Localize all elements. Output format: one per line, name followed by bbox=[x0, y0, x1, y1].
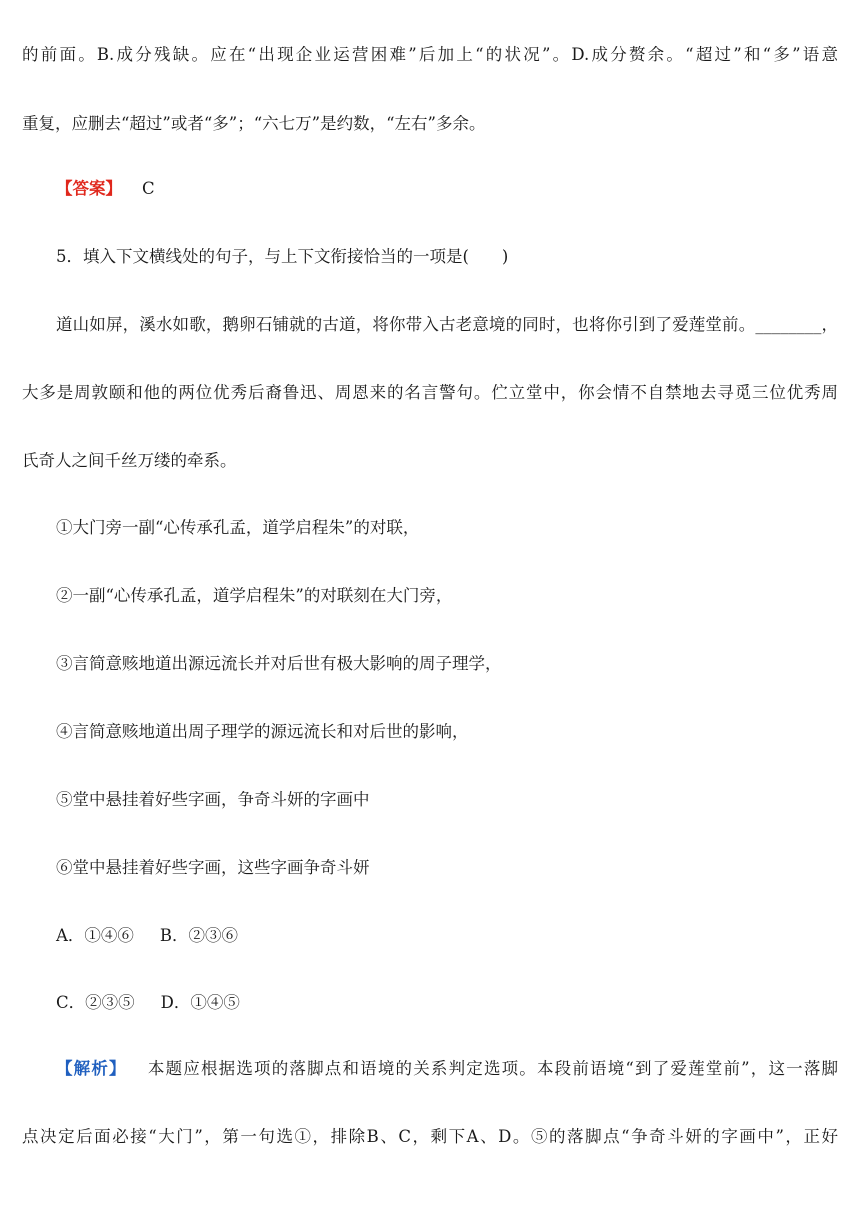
options-row-1 bbox=[56, 924, 838, 948]
sentence-item-2: ②一副“心传承孔孟，道学启程朱”的对联刻在大门旁， bbox=[56, 586, 453, 605]
prev-explanation-line-1: 的前面。B.成分残缺。应在“出现企业运营困难”后加上“的状况”。D.成分赘余。“超过”和“多”语意 bbox=[22, 45, 838, 64]
prev-explanation-line-2: 重复，应删去“超过”或者“多”；“六七万”是约数，“左右”多余。 bbox=[22, 114, 486, 133]
option-c: C．②③⑤ bbox=[56, 993, 135, 1012]
question-stem: 5．填入下文横线处的句子，与上下文衔接恰当的一项是( ) bbox=[56, 247, 509, 266]
analysis-text-1: 本题应根据选项的落脚点和语境的关系判定选项。本段前语境“到了爱莲堂前”，这一落脚 bbox=[146, 1059, 839, 1078]
passage-line-1: 道山如屏，溪水如歌，鹅卵石铺就的古道，将你带入古老意境的同时，也将你引到了爱莲堂前。________， bbox=[56, 315, 838, 334]
analysis-line-2: 点决定后面必接“大门”，第一句选①，排除B、C，剩下A、D。⑤的落脚点“争奇斗妍的字画中”，正好 bbox=[22, 1127, 838, 1146]
answer-row bbox=[56, 177, 838, 201]
answer-value: C bbox=[142, 179, 155, 198]
option-a: A．①④⑥ bbox=[56, 926, 134, 945]
passage-line-2: 大多是周敦颐和他的两位优秀后裔鲁迅、周恩来的名言警句。伫立堂中，你会情不自禁地去寻觅三位优秀周 bbox=[22, 383, 838, 402]
options-row-2 bbox=[56, 991, 838, 1015]
sentence-item-4: ④言简意赅地道出周子理学的源远流长和对后世的影响， bbox=[56, 722, 469, 741]
analysis-tag: 【解析】 bbox=[56, 1059, 127, 1078]
passage-line-3: 氏奇人之间千丝万缕的牵系。 bbox=[22, 451, 237, 470]
sentence-item-5: ⑤堂中悬挂着好些字画，争奇斗妍的字画中 bbox=[56, 790, 370, 809]
sentence-item-6: ⑥堂中悬挂着好些字画，这些字画争奇斗妍 bbox=[56, 858, 370, 877]
option-b: B．②③⑥ bbox=[159, 926, 239, 945]
option-d: D．①④⑤ bbox=[160, 993, 240, 1012]
analysis-line-1 bbox=[56, 1057, 838, 1081]
sentence-item-1: ①大门旁一副“心传承孔孟，道学启程朱”的对联， bbox=[56, 518, 420, 537]
sentence-item-3: ③言简意赅地道出源远流长并对后世有极大影响的周子理学， bbox=[56, 654, 502, 673]
answer-tag: 【答案】 bbox=[56, 179, 122, 198]
